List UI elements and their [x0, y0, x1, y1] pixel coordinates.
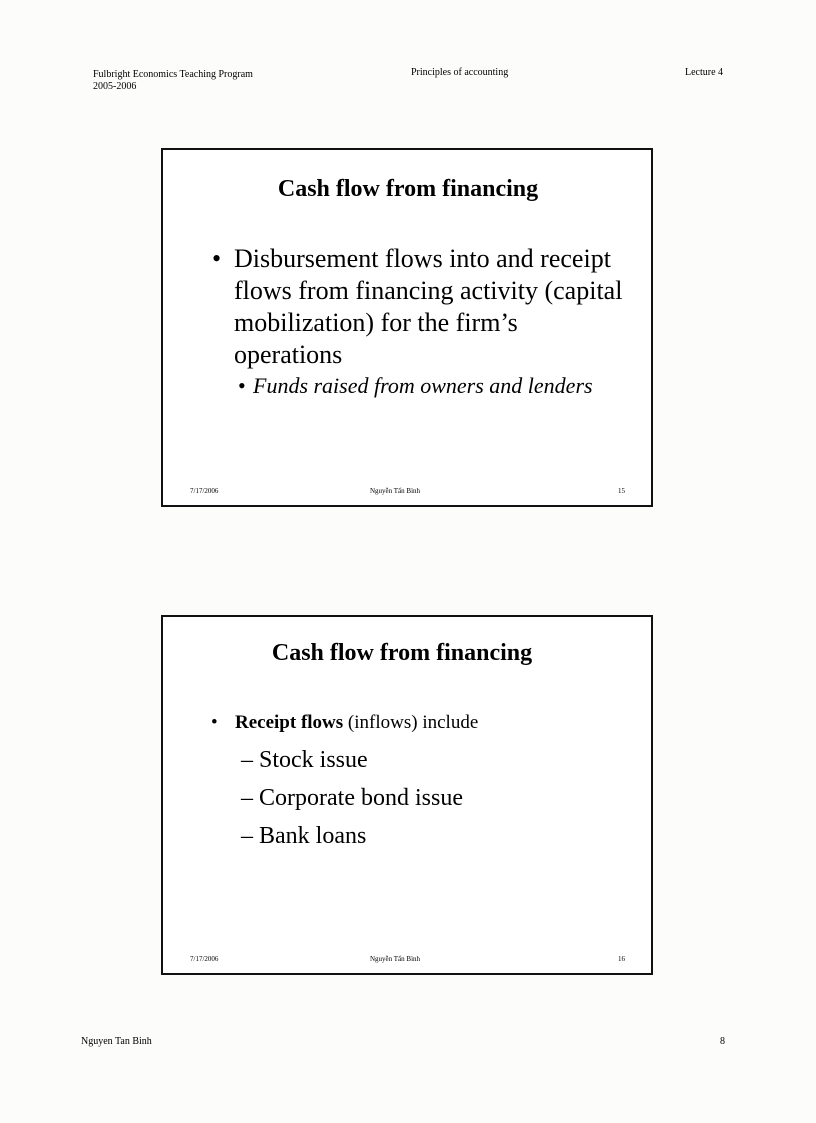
slide-date: 7/17/2006 — [190, 487, 219, 495]
header-lecture: Lecture 4 — [685, 67, 724, 78]
bullet-item — [212, 243, 632, 371]
slide-number: 15 — [618, 487, 625, 495]
header-program — [93, 69, 253, 93]
header-year: 2005-2006 — [93, 81, 137, 92]
sub-bullet-item — [238, 371, 632, 400]
sub-bullet-text: Funds raised from owners and lenders — [253, 373, 593, 398]
bullet-dot-icon: • — [212, 244, 222, 273]
page-footer-author: Nguyen Tan Binh — [81, 1036, 152, 1047]
header-program-name: Fulbright Economics Teaching Program — [93, 69, 253, 80]
slide-15 — [161, 148, 653, 507]
slide-body — [212, 243, 632, 400]
slide-title: Cash flow from financing — [271, 640, 533, 666]
slide-author: Nguyễn Tấn Bình — [370, 487, 421, 495]
slide-title: Cash flow from financing — [277, 176, 539, 202]
slide-16 — [161, 615, 653, 975]
bullet-text — [235, 710, 478, 736]
bullet-dot-icon: • — [238, 373, 246, 398]
slide-number: 16 — [618, 955, 625, 963]
bullet-bold-text: Receipt flows — [235, 712, 344, 733]
bullet-item — [211, 710, 631, 736]
bullet-dot-icon: • — [211, 712, 218, 733]
list-item: – Stock issue — [241, 747, 368, 773]
list-item: – Corporate bond issue — [241, 785, 463, 811]
slide-body — [211, 710, 631, 850]
list-item: – Bank loans — [241, 823, 367, 849]
header-course: Principles of accounting — [411, 67, 509, 78]
bullet-text: Disbursement flows into and receipt flows from financing activity (capital mobilization) for the firm’s operations — [234, 244, 623, 369]
slide-author: Nguyễn Tấn Bình — [370, 955, 421, 963]
page-number: 8 — [720, 1036, 725, 1047]
bullet-rest-text: (inflows) include — [343, 712, 479, 733]
slide-date: 7/17/2006 — [190, 955, 219, 963]
